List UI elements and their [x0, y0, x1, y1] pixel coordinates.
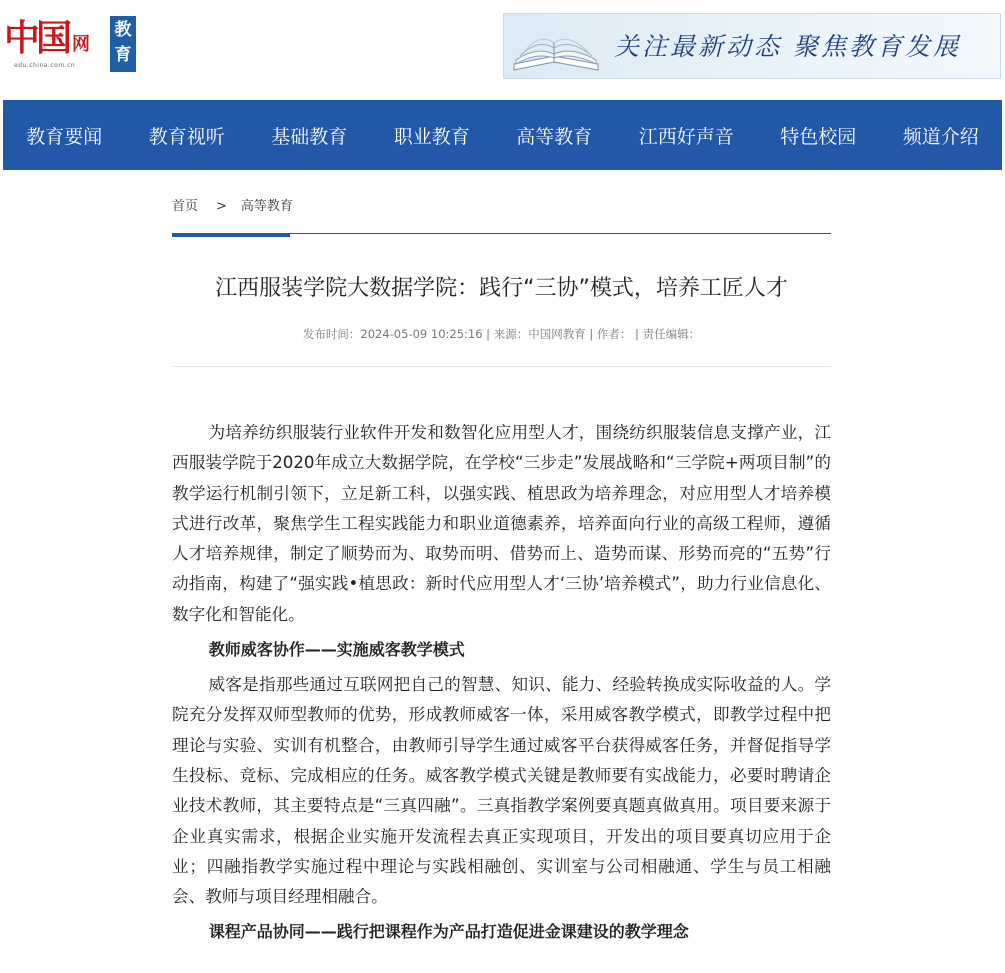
article-paragraph: 威客是指那些通过互联网把自己的智慧、知识、能力、经验转换成实际收益的人。学院充分发挥双师型教师的优势，形成教师威客一体，采用威客教学模式，即教学过程中把理论与实验、实训有机整合，由教师引导学生通过威客平台获得威客任务，并督促指导学生投标、竞标、完成相应的任务。威客教学模式关键是教师要有实战能力，必要时聘请企业技术教师，其主要特点是“三真四融”。三真指教学案例要真题真做真用。项目要来源于企业真实需求，根据企业实施开发流程去真正实现项目，开发出的项目要真切应用于企业；四融指教学实施过程中理论与实践相融创、实训室与公司相融通、学生与员工相融会、教师与项目经理相融合。	[172, 675, 831, 907]
breadcrumb-current-link[interactable]: 高等教育	[240, 199, 293, 214]
nav-item-channel-intro[interactable]: 频道介绍	[902, 125, 979, 148]
article-body	[172, 418, 831, 947]
article-subheading: 教师威客协作——实施威客教学模式	[208, 640, 465, 660]
breadcrumb	[172, 195, 293, 214]
header-banner[interactable]	[503, 13, 1001, 79]
site-logo[interactable]	[4, 12, 134, 74]
meta-divider	[172, 366, 831, 367]
nav-item-education-video[interactable]: 教育视听	[148, 125, 225, 148]
book-icon	[508, 16, 604, 78]
nav-item-featured-campus[interactable]: 特色校园	[780, 125, 857, 148]
nav-item-basic-education[interactable]: 基础教育	[271, 125, 348, 148]
main-nav	[3, 100, 1002, 170]
channel-badge[interactable]: 教育	[110, 16, 136, 72]
breadcrumb-separator: >	[216, 199, 227, 214]
breadcrumb-home-link[interactable]: 首页	[172, 199, 199, 214]
logo-url-text: edu.china.com.cn	[14, 62, 76, 69]
article-paragraph: 为培养纺织服装行业软件开发和数智化应用型人才，围绕纺织服装信息支撑产业，江西服装学院于2020年成立大数据学院，在学校“三步走”发展战略和“三学院+两项目制”的教学运行机制引领下，立足新工科，以强实践、植思政为培养理念，对应用型人才培养模式进行改革，聚焦学生工程实践能力和职业道德素养，培养面向行业的高级工程师，遵循人才培养规律，制定了顺势而为、取势而明、借势而上、造势而谋、形势而亮的“五势”行动指南，构建了“强实践•植思政：新时代应用型人才‘三协’培养模式”，助力行业信息化、数字化和智能化。	[172, 423, 831, 624]
nav-item-vocational-education[interactable]: 职业教育	[393, 125, 470, 148]
article-meta: 发布时间：2024-05-09 10:25:16 | 来源：中国网教育 | 作者： | 责任编辑：	[302, 327, 701, 341]
logo-wang-text: 网	[72, 34, 90, 55]
article-subheading: 课程产品协同——践行把课程作为产品打造促进金课建设的教学理念	[208, 922, 689, 942]
logo-main-text: 中国	[4, 17, 69, 59]
breadcrumb-accent-bar	[172, 233, 290, 237]
nav-item-jiangxi-voice[interactable]: 江西好声音	[638, 125, 734, 148]
nav-item-education-news[interactable]: 教育要闻	[26, 125, 103, 148]
article-title: 江西服装学院大数据学院：践行“三协”模式，培养工匠人才	[215, 276, 788, 301]
banner-slogan: 关注最新动态 聚焦教育发展	[614, 32, 961, 61]
nav-item-higher-education[interactable]: 高等教育	[516, 125, 593, 148]
